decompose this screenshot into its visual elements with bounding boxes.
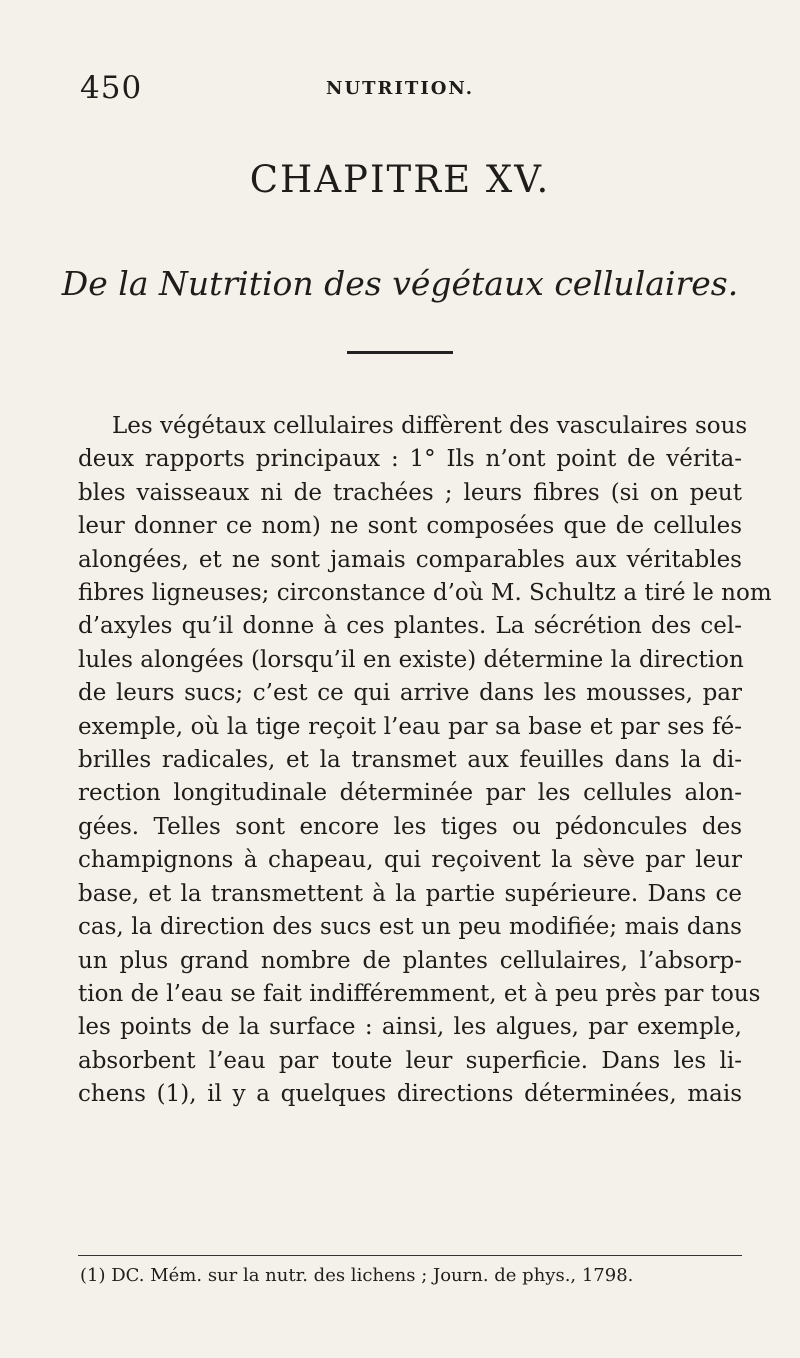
body-line: les points de la surface : ainsi, les algues, par exemple, [78, 1014, 742, 1041]
body-line: alongées, et ne sont jamais comparables aux véritables [78, 546, 742, 573]
footnote: (1) DC. Mém. sur la nutr. des lichens ; Journ. de phys., 1798. [80, 1265, 634, 1286]
body-text [78, 410, 772, 1112]
body-line: deux rapports principaux : 1° Ils n’ont point de vérita- [78, 446, 742, 473]
ornamental-rule [347, 351, 453, 354]
body-line: brilles radicales, et la transmet aux feuilles dans la di- [78, 747, 742, 774]
body-line: champignons à chapeau, qui reçoivent la sève par leur [78, 847, 742, 874]
body-line: leur donner ce nom) ne sont composées que de cellules [78, 513, 742, 540]
body-line: absorbent l’eau par toute leur superficie. Dans les li- [78, 1047, 742, 1074]
running-head: NUTRITION. [326, 78, 474, 99]
body-line: Les végétaux cellulaires diffèrent des vasculaires sous [112, 413, 748, 439]
body-line: exemple, où la tige reçoit l’eau par sa base et par ses fé- [78, 713, 742, 740]
page-number: 450 [80, 70, 143, 106]
body-line: cas, la direction des sucs est un peu modifiée; mais dans [78, 914, 742, 941]
body-line: chens (1), il y a quelques directions déterminées, mais [78, 1081, 742, 1108]
body-line: rection longitudinale déterminée par les cellules alon- [78, 780, 742, 807]
footnote-rule [78, 1255, 742, 1256]
body-line: de leurs sucs; c’est ce qui arrive dans les mousses, par [78, 680, 742, 707]
chapter-subtitle: De la Nutrition des végétaux cellulaires. [61, 264, 739, 303]
body-line: fibres ligneuses; circonstance d’où M. Schultz a tiré le nom [78, 580, 772, 607]
body-line: tion de l’eau se fait indifféremment, et à peu près par tous [78, 980, 761, 1007]
body-line: un plus grand nombre de plantes cellulaires, l’absorp- [78, 947, 742, 974]
body-line: lules alongées (lorsqu’il en existe) détermine la direction [78, 646, 744, 673]
body-line: base, et la transmettent à la partie supérieure. Dans ce [78, 880, 742, 907]
body-line: gées. Telles sont encore les tiges ou pédoncules des [78, 813, 742, 840]
body-line: bles vaisseaux ni de trachées ; leurs fibres (si on peut [78, 479, 742, 506]
chapter-title: CHAPITRE XV. [249, 158, 551, 201]
body-line: d’axyles qu’il donne à ces plantes. La sécrétion des cel- [78, 613, 742, 640]
